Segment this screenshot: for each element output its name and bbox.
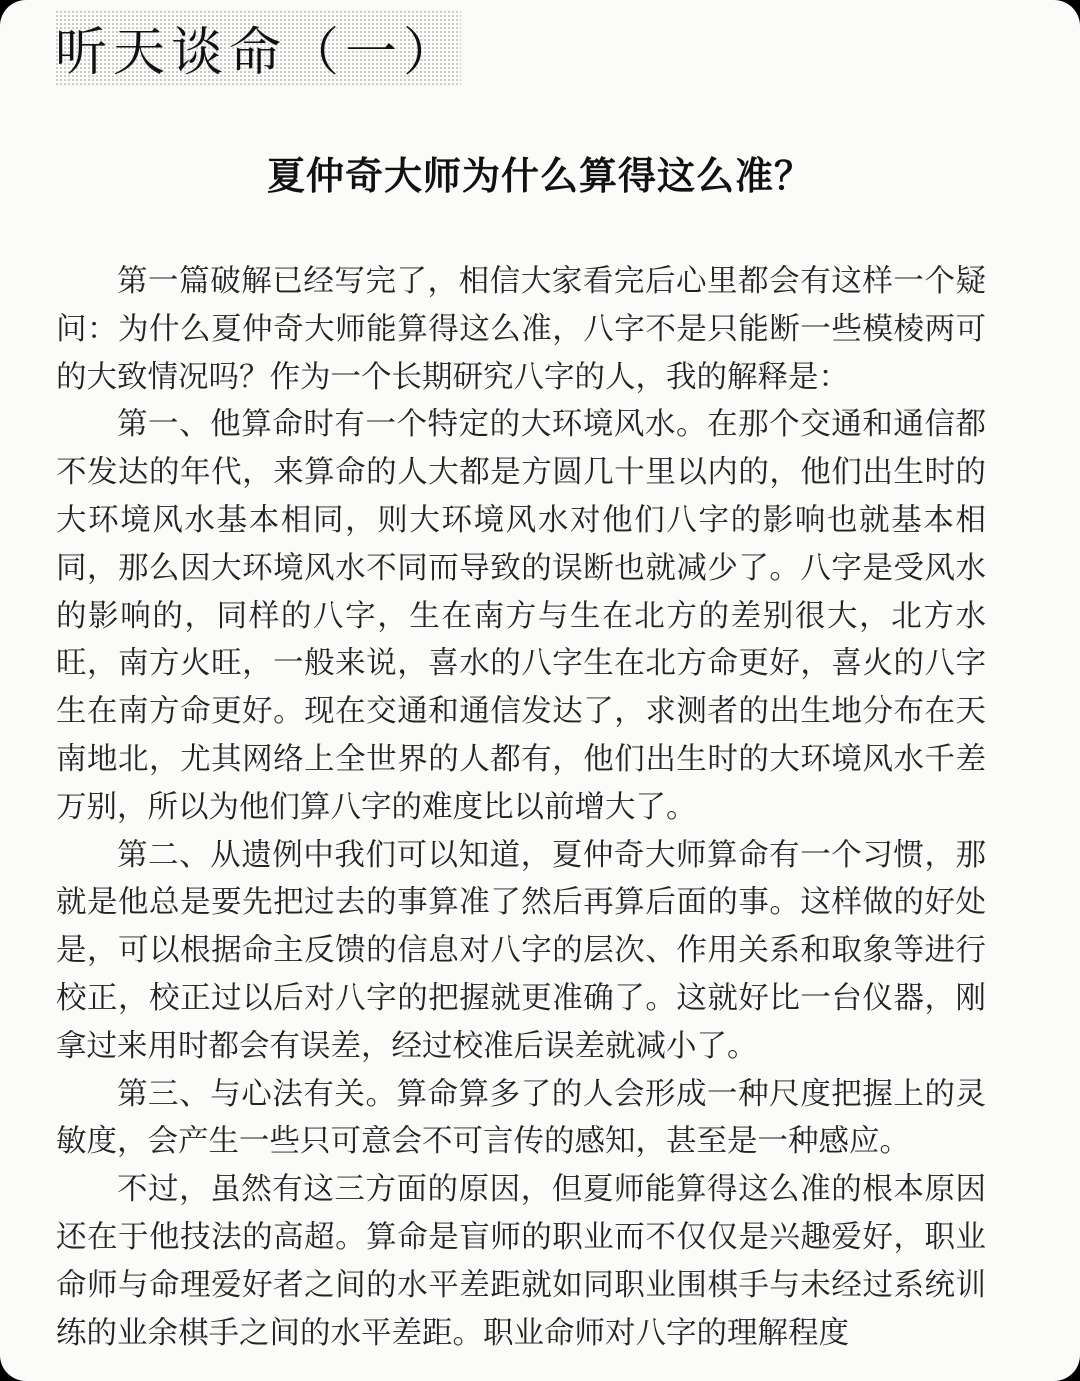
series-title	[55, 10, 461, 85]
paragraph-intro: 第一篇破解已经写完了，相信大家看完后心里都会有这样一个疑问：为什么夏仲奇大师能算得这么准，八字不是只能断一些模棱两可的大致情况吗？作为一个长期研究八字的人，我的解释是：	[56, 264, 986, 395]
article-body	[56, 258, 986, 1357]
paragraph-point-2: 第二、从遗例中我们可以知道，夏仲奇大师算命有一个习惯，那就是他总是要先把过去的事算准了然后再算后面的事。这样做的好处是，可以根据命主反馈的信息对八字的层次、作用关系和取象等进行校正，校正过以后对八字的把握就更准确了。这就好比一台仪器，刚拿过来用时都会有误差，经过校准后误差就减小了。	[56, 837, 986, 1064]
paragraph-point-3: 第三、与心法有关。算命算多了的人会形成一种尺度把握上的灵敏度，会产生一些只可意会不可言传的感知，甚至是一种感应。	[56, 1076, 986, 1160]
paragraph-conclusion: 不过，虽然有这三方面的原因，但夏师能算得这么准的根本原因还在于他技法的高超。算命是盲师的职业而不仅仅是兴趣爱好，职业命师与命理爱好者之间的水平差距就如同职业围棋手与未经过系统训练的业余棋手之间的水平差距。职业命师对八字的理解程度	[56, 1172, 986, 1351]
paragraph-point-1: 第一、他算命时有一个特定的大环境风水。在那个交通和通信都不发达的年代，来算命的人大都是方圆几十里以内的，他们出生时的大环境风水基本相同，则大环境风水对他们八字的影响也就基本相同，那么因大环境风水不同而导致的误断也就减少了。八字是受风水的影响的，同样的八字，生在南方与生在北方的差别很大，北方水旺，南方火旺，一般来说，喜水的八字生在北方命更好，喜火的八字生在南方命更好。现在交通和通信发达了，求测者的出生地分布在天南地北，尤其网络上全世界的人都有，他们出生时的大环境风水千差万别，所以为他们算八字的难度比以前增大了。	[56, 407, 986, 825]
article-title: 夏仲奇大师为什么算得这么准？	[266, 154, 813, 198]
series-title-text: 听天谈命（一）	[55, 10, 461, 85]
